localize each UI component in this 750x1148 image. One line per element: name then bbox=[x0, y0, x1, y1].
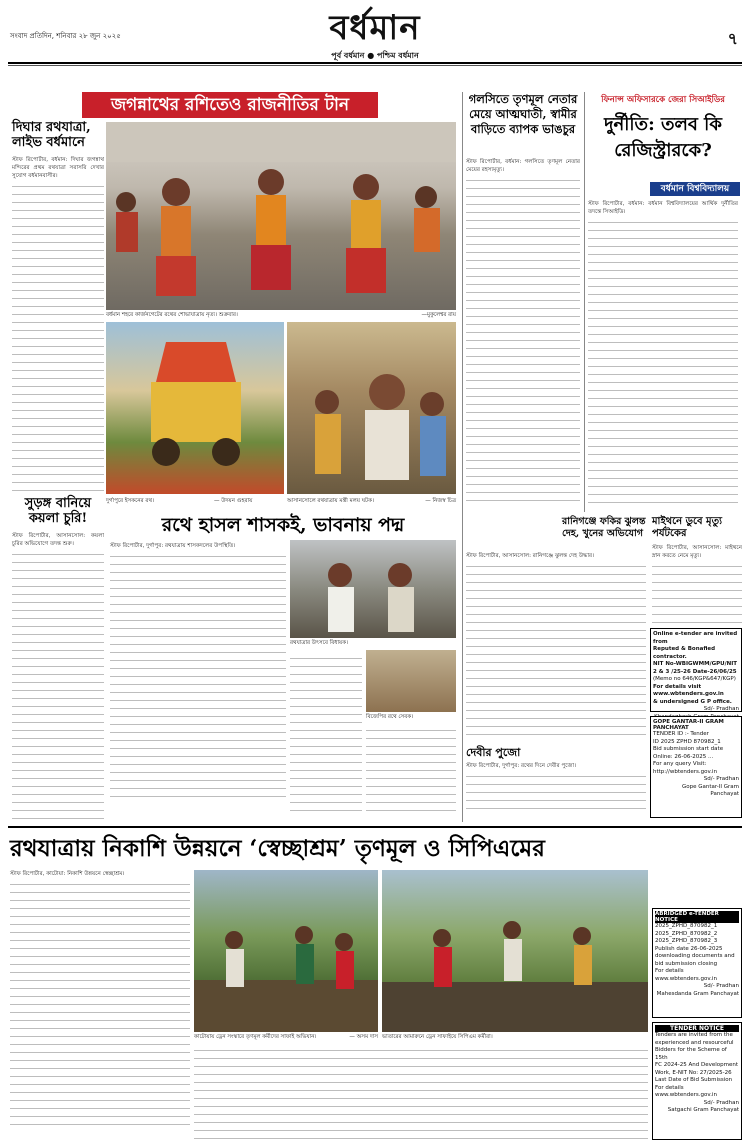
maithon-text bbox=[652, 544, 742, 624]
bottom-text-left bbox=[10, 870, 190, 1140]
side-story-body: স্টাফ রিপোর্টার, আসানসোল: কয়লা চুরির অভিযোগে তদন্ত শুরু। bbox=[12, 533, 104, 547]
ad4-line-0: Tenders are invited from the bbox=[655, 1032, 733, 1038]
ad1-line-8: Sd/- Pradhan bbox=[703, 706, 739, 712]
bjp-rath-photo bbox=[366, 650, 456, 712]
ad1-line-0: Online e-tender are invited from bbox=[653, 631, 738, 645]
katwa-credit: — অসম দাস bbox=[349, 1034, 378, 1040]
devi-text bbox=[466, 762, 646, 820]
masthead-subtitle: পূর্ব বর্ধমান ● পশ্চিম বর্ধমান bbox=[331, 51, 419, 60]
ad1-line-1: Reputed & Bonafied contractor. bbox=[653, 646, 716, 660]
leaders-illustration bbox=[290, 540, 456, 638]
ranigunj-body: স্টাফ রিপোর্টার, আসানসোল: রানিগঞ্জে ঝুলন্ত দেহ উদ্ধার। bbox=[466, 553, 595, 559]
ad3-line-0: 2025_ZPHD_870982_1 bbox=[655, 923, 718, 929]
ad4-line-1: experienced and resourceful bbox=[655, 1039, 734, 1046]
ad4-line-2: Bidders for the Scheme of 15th bbox=[655, 1047, 727, 1061]
workers-illustration-left bbox=[194, 870, 378, 1032]
tender-ad-gope-gantar bbox=[650, 716, 742, 818]
asansol-caption: আসানসোলে রথযাত্রায় মন্ত্রী মলয় ঘটক। bbox=[287, 498, 374, 504]
bottom-text-middle bbox=[194, 1044, 648, 1140]
asansol-credit: — নিজস্ব চিত্র bbox=[425, 498, 456, 504]
column-divider-middle bbox=[462, 92, 463, 822]
asansol-rath-photo bbox=[287, 322, 456, 494]
bhatar-caption: ভাতারের আমারুনে ড্রেন সাফাইয়ে সিপিএম কর্মীরা। bbox=[382, 1034, 493, 1040]
durgapur-rath-photo bbox=[106, 322, 284, 494]
workers-illustration-right bbox=[382, 870, 648, 1032]
ad4-line-3: FC 2024-25 And Development bbox=[655, 1062, 738, 1068]
ad2-line-2: Bid submission start date bbox=[653, 746, 724, 752]
ad1-line-3: 2 & 3 /25-26 Date-26/06/25 bbox=[653, 668, 737, 675]
second-story-body: স্টাফ রিপোর্টার, দুর্গাপুর: রথযাত্রায় শাসকদলের উপস্থিতি। bbox=[110, 543, 236, 549]
ad2-line-4: For any query Visit: bbox=[653, 761, 707, 767]
lead-banner: জগন্নাথের রশিতেও রাজনীতির টান bbox=[82, 92, 378, 118]
bottom-text-middle-lines bbox=[194, 1044, 648, 1140]
side-story-lines bbox=[12, 548, 104, 822]
ad4-line-5: Last Date of Bid Submission bbox=[655, 1077, 733, 1083]
ad2-line-6: Sd/- Pradhan bbox=[703, 776, 739, 782]
ad1-line-7: & undersigned G P office. bbox=[653, 698, 732, 705]
ad4-line-8: Satgachi Gram Panchayat bbox=[667, 1107, 739, 1113]
ad2-title: GOPE GANTAR-II GRAM PANCHAYAT bbox=[653, 719, 724, 731]
katwa-caption: কাটোয়ায় ড্রেন সংস্কারে তৃণমূল কর্মীদের সাফাই অভিযান। bbox=[194, 1034, 317, 1040]
devi-lines bbox=[466, 770, 646, 812]
side-story-text bbox=[12, 532, 104, 822]
ad4-line-4: Work, E-NIT No: 27/2025-26 bbox=[655, 1069, 732, 1076]
middle-story-headline: গলসিতে তৃণমূল নেতার মেয়ে আত্মঘাতী, স্বামীর বাড়িতে ব্যাপক ভাঙচুর bbox=[468, 92, 578, 136]
bhatar-drain-photo bbox=[382, 870, 648, 1032]
tender-ad-satgachi bbox=[652, 1022, 742, 1140]
masthead-rule bbox=[8, 62, 742, 64]
left-headline: দিঘার রথযাত্রা, লাইভ বর্ধমানে bbox=[12, 120, 91, 150]
ad2-line-0: TENDER ID :- Tender bbox=[653, 731, 709, 737]
right-story-body: স্টাফ রিপোর্টার, বর্ধমান: বর্ধমান বিশ্ববিদ্যালয়ের আর্থিক দুর্নীতির তদন্তে সিআইডি। bbox=[588, 201, 738, 215]
page-number: ৭ bbox=[727, 29, 738, 48]
lead-photo-caption: বর্ধমান শহরে কার্জনগেটের রথের শোভাযাত্রায় নৃত্য। শুক্রবার। bbox=[106, 312, 238, 318]
right-story-headline: দুর্নীতি: তলব কি রেজিস্ট্রারকে? bbox=[604, 114, 722, 161]
ad3-line-8: Mahesdanda Gram Panchayat bbox=[656, 990, 739, 997]
ad2-line-3: Online: 26-06-2025 ... bbox=[653, 753, 714, 760]
durgapur-credit: — উদয়ন গুহরায় bbox=[214, 498, 253, 504]
dancers-illustration bbox=[106, 122, 456, 310]
ad4-title: TENDER NOTICE bbox=[655, 1025, 739, 1032]
ranigunj-text bbox=[466, 552, 646, 744]
middle-story-lines bbox=[466, 174, 580, 504]
masthead-date: সংবাদ প্রতিদিন, শনিবার ২৮ জুন ২০২৫ bbox=[10, 32, 121, 40]
chariot-illustration bbox=[106, 322, 284, 494]
right-story-text bbox=[588, 200, 738, 510]
katwa-drain-photo bbox=[194, 870, 378, 1032]
ad1-line-6: www.wbtenders.gov.in bbox=[653, 691, 724, 697]
ad3-line-4: downloading documents and bbox=[655, 953, 735, 959]
second-story-text bbox=[110, 542, 286, 812]
left-text-body: স্টাফ রিপোর্টার, বর্ধমান: দিঘার জগন্নাথ মন্দিরের প্রথম রথযাত্রা সরাসরি দেখার সুযোগ বর্ধমানবাসীর। bbox=[12, 157, 104, 179]
ad3-line-1: 2025_ZPHD_870982_2 bbox=[655, 930, 718, 937]
right-story-kicker: ফিনান্স অফিসারকে জেরা সিআইডির bbox=[588, 92, 738, 108]
second-story-text-3 bbox=[366, 724, 456, 812]
masthead-rule-thin bbox=[8, 65, 742, 66]
ad2-line-5: http://wbtenders.gov.in bbox=[653, 768, 718, 775]
ad2-line-1: ID 2025 ZPHD 870982_1 bbox=[653, 738, 721, 745]
masthead-title: বর্ধমান bbox=[329, 8, 421, 48]
column-divider-right bbox=[584, 92, 585, 512]
second-story-lines-2 bbox=[290, 652, 362, 812]
lead-main-photo bbox=[106, 122, 456, 310]
ad3-title: ABRIDGED e-TENDER NOTICE bbox=[655, 911, 739, 923]
maithon-lines bbox=[652, 560, 742, 624]
left-text bbox=[12, 156, 104, 486]
ad3-line-6: For details www.wbtenders.gov.in bbox=[655, 968, 717, 982]
bottom-text-left-lines bbox=[10, 878, 190, 1132]
second-story-headline: রথে হাসল শাসকই, ভাবনায় পদ্ম bbox=[161, 514, 405, 536]
ad1-line-4: (Memo no 646/KGP&647/KGP) bbox=[653, 676, 736, 682]
maithon-headline: মাইথনে ডুবে মৃত্যু পর্যটকের bbox=[652, 516, 722, 539]
side-story-headline: সুড়ঙ্গ বানিয়ে কয়লা চুরি! bbox=[24, 496, 92, 526]
ad4-line-7: Sd/- Pradhan bbox=[703, 1099, 739, 1106]
second-story-caption: রথযাত্রার উৎসবে বিধায়ক। bbox=[290, 640, 349, 646]
ad3-line-7: Sd/- Pradhan bbox=[703, 983, 739, 989]
second-story-lines-3 bbox=[366, 724, 456, 812]
bjp-rath-caption: বিজেপির রথে সেবক। bbox=[366, 714, 414, 720]
ad3-line-5: bid submission closing bbox=[655, 960, 718, 967]
right-story-lines bbox=[588, 216, 738, 510]
second-story-lines bbox=[110, 550, 286, 804]
second-story-photo bbox=[290, 540, 456, 638]
right-story-tag: বর্ধমান বিশ্ববিদ্যালয় bbox=[650, 182, 740, 196]
devi-body: স্টাফ রিপোর্টার, দুর্গাপুর: রথের দিনে দেবীর পুজো। bbox=[466, 763, 577, 769]
lead-photo-credit: —মুকুলেশ্বর রায় bbox=[421, 312, 456, 318]
tender-ad-khandaghosh bbox=[650, 628, 742, 712]
ad3-line-2: 2025_ZPHD_870982_3 bbox=[655, 938, 718, 944]
maithon-body: স্টাফ রিপোর্টার, আসানসোল: মাইথনে স্নান করতে নেমে মৃত্যু। bbox=[652, 545, 742, 559]
bottom-headline: রথযাত্রায় নিকাশি উন্নয়নে ‘স্বেচ্ছাশ্রম’ তৃণমূল ও সিপিএমের bbox=[10, 835, 545, 862]
ad3-line-3: Publish date 26-06-2025 bbox=[655, 945, 723, 952]
ad1-line-5: For details visit bbox=[653, 683, 702, 690]
bottom-story-body: স্টাফ রিপোর্টার, কাটোয়া: নিকাশি উন্নয়নে স্বেচ্ছাশ্রম। bbox=[10, 871, 125, 877]
crowd-illustration bbox=[287, 322, 456, 494]
bottom-rule bbox=[8, 826, 742, 828]
durgapur-caption: দুর্গাপুরে ইসকনের রথ। bbox=[106, 498, 154, 504]
middle-story-body: স্টাফ রিপোর্টার, বর্ধমান: গলসিতে তৃণমূল নেতার মেয়ের রহস্যমৃত্যু। bbox=[466, 159, 580, 173]
tender-ad-mahesdanda bbox=[652, 908, 742, 1018]
left-text-lines bbox=[12, 180, 104, 494]
second-story-text-2 bbox=[290, 652, 362, 812]
middle-story-text bbox=[466, 158, 580, 504]
ranigunj-lines bbox=[466, 560, 646, 736]
devi-headline: দেবীর পুজো bbox=[466, 746, 521, 759]
ad2-line-7: Gope Gantar-II Gram Panchayat bbox=[681, 783, 739, 797]
ad4-line-6: For details www.wbtenders.gov.in bbox=[655, 1084, 717, 1098]
ad1-line-2: NIT No-WBIGWMM/GPU/NIT bbox=[653, 661, 737, 667]
ranigunj-headline: রানিগঞ্জে ফকির ঝুলন্ত দেহ, খুনের অভিযোগ bbox=[562, 516, 646, 539]
